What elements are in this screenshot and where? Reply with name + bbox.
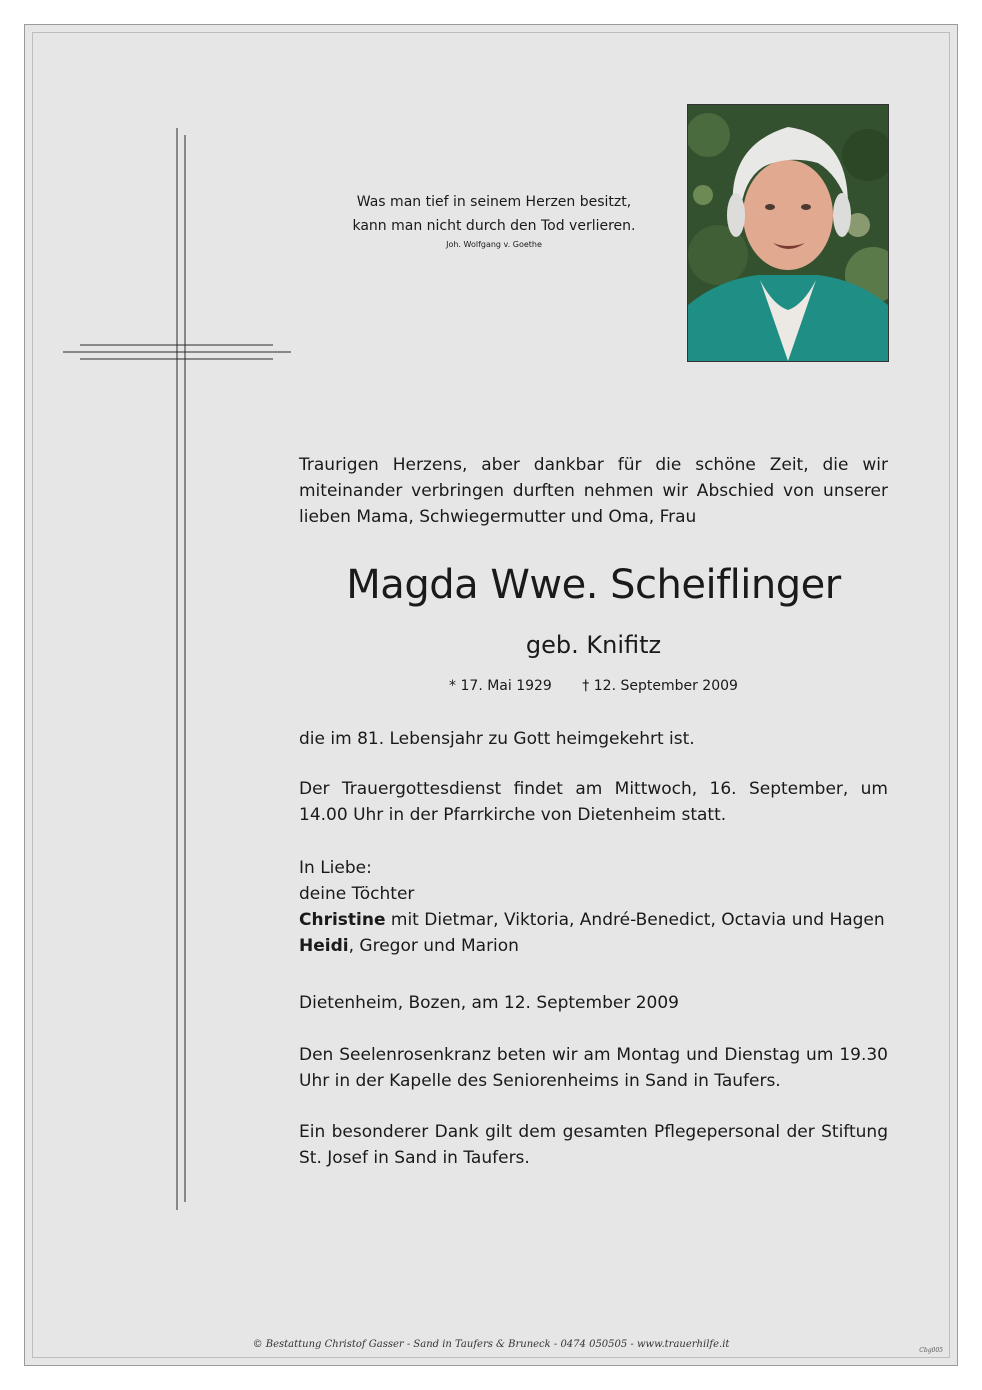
quote-line-2: kann man nicht durch den Tod verlieren. bbox=[352, 218, 636, 234]
mourner-line-2-rest: , Gregor und Marion bbox=[348, 936, 519, 956]
template-code: Cbg005 bbox=[919, 1347, 943, 1354]
quote-author: Joh. Wolfgang v. Goethe bbox=[446, 240, 542, 249]
quote-line-1: Was man tief in seinem Herzen besitzt, bbox=[356, 194, 632, 210]
mourner-line-1-rest: mit Dietmar, Viktoria, André-Benedict, Octavia und Hagen bbox=[385, 910, 885, 930]
maiden-name: geb. Knifitz bbox=[525, 631, 662, 659]
thanks-text: Ein besonderer Dank gilt dem gesamten Pflegepersonal der Stiftung St. Josef in Sand in Taufers. bbox=[299, 1122, 888, 1168]
mourners-group: deine Töchter bbox=[299, 884, 415, 904]
age-text: die im 81. Lebensjahr zu Gott heimgekehrt ist. bbox=[299, 729, 695, 749]
mourner-name-christine: Christine bbox=[299, 910, 386, 930]
mourners bbox=[299, 855, 888, 959]
mourner-name-heidi: Heidi bbox=[299, 936, 349, 956]
intro-text: Traurigen Herzens, aber dankbar für die schöne Zeit, die wir miteinander verbringen durften nehmen wir Abschied von unserer lieben Mama, Schwiegermutter und Oma, Frau bbox=[299, 455, 888, 527]
birth-date: 17. Mai 1929 bbox=[460, 678, 552, 694]
portrait-photo bbox=[687, 104, 889, 362]
quote bbox=[325, 190, 663, 251]
deceased-name: Magda Wwe. Scheiflinger bbox=[346, 562, 841, 608]
footer: © Bestattung Christof Gasser - Sand in Taufers & Bruneck - 0474 050505 - www.trauerhilfe.it bbox=[252, 1339, 730, 1350]
life-dates bbox=[299, 676, 888, 696]
mourners-line-1 bbox=[299, 907, 888, 933]
mourners-intro: In Liebe: bbox=[299, 858, 372, 878]
mourners-line-2 bbox=[299, 933, 888, 959]
rosary-text: Den Seelenrosenkranz beten wir am Montag und Dienstag um 19.30 Uhr in der Kapelle des Seniorenheims in Sand in Taufers. bbox=[299, 1045, 888, 1091]
service-text: Der Trauergottesdienst findet am Mittwoch, 16. September, um 14.00 Uhr in der Pfarrkirche von Dietenheim statt. bbox=[299, 779, 888, 825]
place-date: Dietenheim, Bozen, am 12. September 2009 bbox=[299, 993, 679, 1013]
death-symbol: † bbox=[582, 678, 590, 694]
cross-icon bbox=[25, 25, 325, 1255]
obituary-page bbox=[24, 24, 958, 1366]
birth-symbol: * bbox=[449, 678, 457, 694]
death-date: 12. September 2009 bbox=[593, 678, 738, 694]
